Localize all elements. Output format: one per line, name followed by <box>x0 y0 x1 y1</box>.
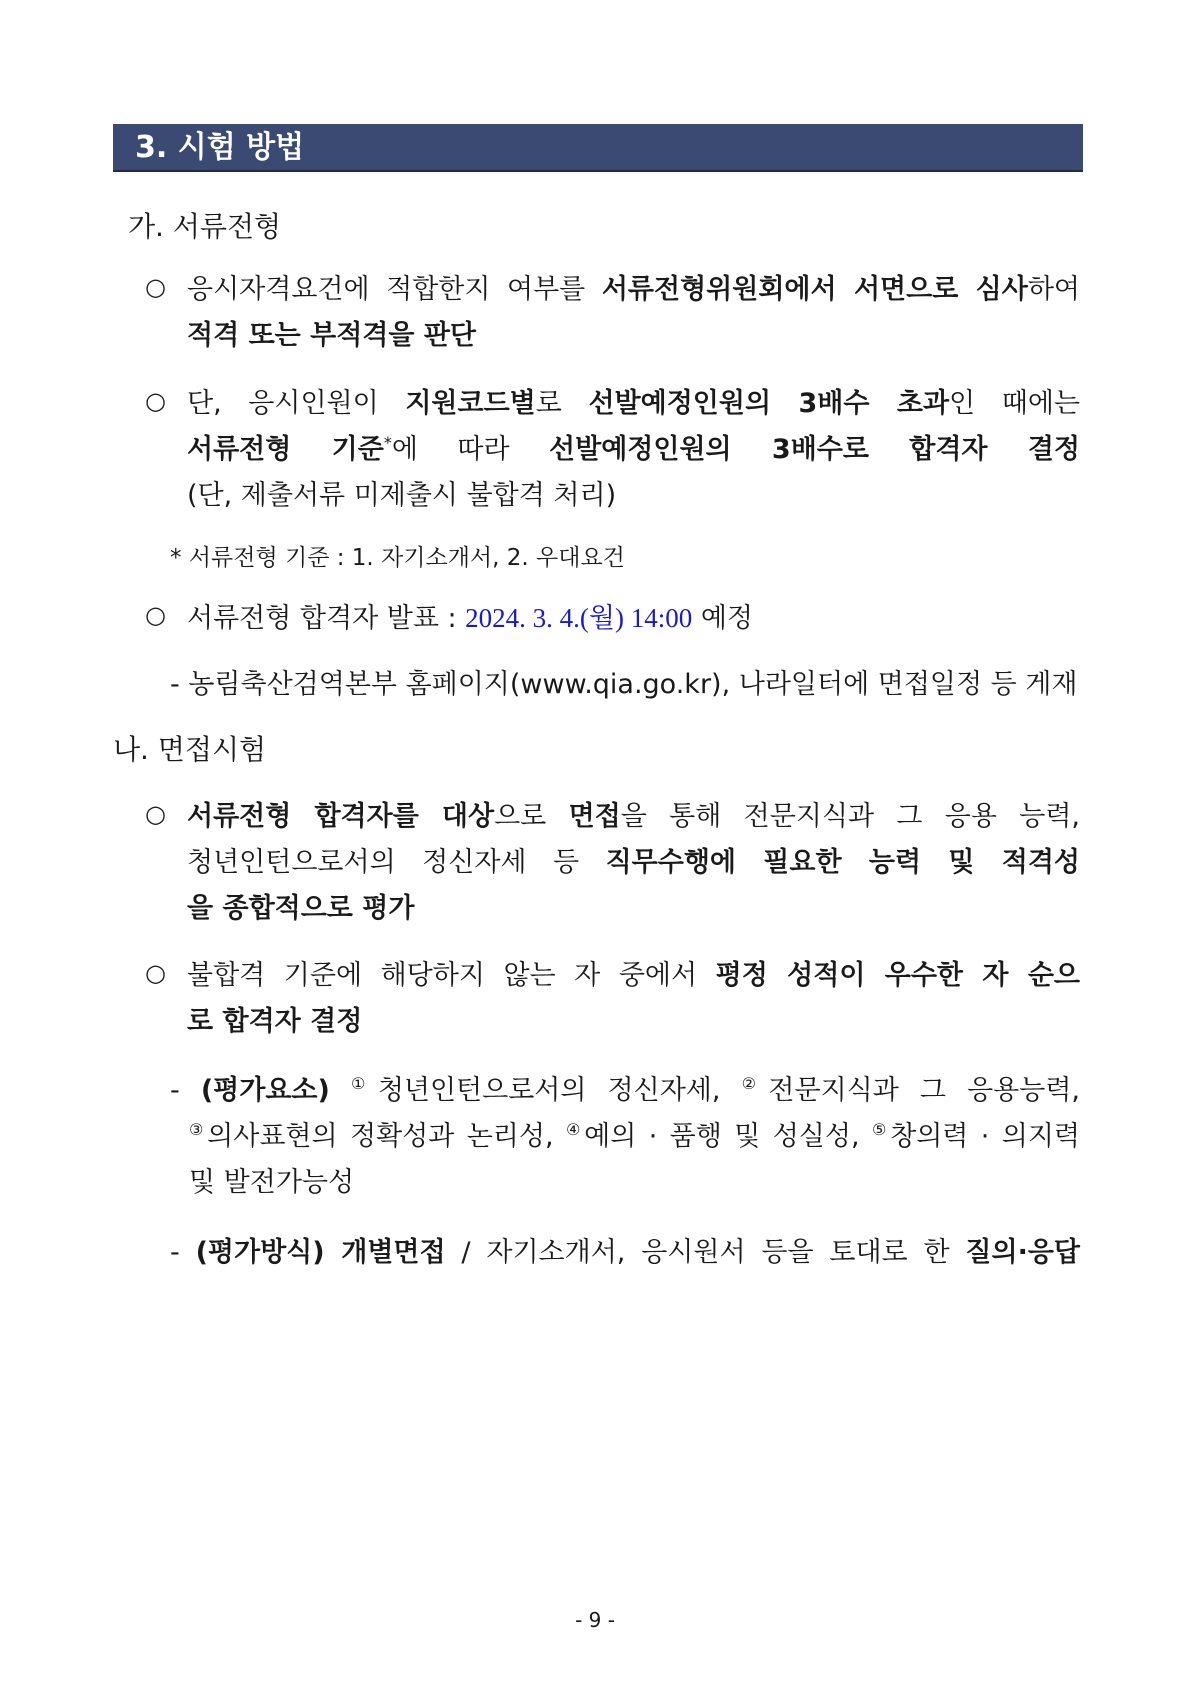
page-number: - 9 - <box>575 1608 615 1632</box>
circle-bullet-icon: ○ <box>145 601 166 629</box>
announcement-date: 2024. 3. 4.(월) 14:00 <box>465 603 693 633</box>
line: 응시자격요건에 적합한지 여부를 서류전형위원회에서 서면으로 심사하여 <box>187 274 1081 305</box>
line: 서류전형 기준*에 따라 선발예정인원의 3배수로 합격자 결정 <box>187 433 1080 465</box>
line: 청년인턴으로서의 정신자세 등 직무수행에 필요한 능력 및 적격성 <box>187 847 1080 878</box>
list-item-b3 <box>170 1068 1080 1206</box>
line: (단, 제출서류 미제출시 불합격 처리) <box>187 480 617 511</box>
subsection-heading-a: 가. 서류전형 <box>128 210 282 243</box>
line: - (평가요소) ①청년인턴으로서의 정신자세, ②전문지식과 그 응용능력, <box>170 1074 1081 1106</box>
list-item-b4 <box>170 1230 1080 1276</box>
line: 및 발전가능성 <box>189 1167 355 1198</box>
list-item-a4: - 농림축산검역본부 홈페이지(www.qia.go.kr), 나라일터에 면접일정 등 게재 <box>170 669 1078 700</box>
line: 적격 또는 부적격을 판단 <box>187 320 477 351</box>
line: 불합격 기준에 해당하지 않는 자 중에서 평정 성적이 우수한 자 순으 <box>187 960 1080 991</box>
line: 단, 응시인원이 지원코드별로 선발예정인원의 3배수 초과인 때에는 <box>187 388 1080 419</box>
subsection-heading-b: 나. 면접시험 <box>113 733 267 766</box>
circle-bullet-icon: ○ <box>145 800 166 828</box>
section-title: 3. 시험 방법 <box>113 124 1083 172</box>
line: ③의사표현의 정확성과 논리성, ④예의 · 품행 및 성실성, ⑤창의력 · 의지력 <box>189 1120 1081 1152</box>
line: 을 종합적으로 평가 <box>187 893 415 924</box>
line: 로 합격자 결정 <box>187 1006 363 1037</box>
line: - (평가방식) 개별면접 / 자기소개서, 응시원서 등을 토대로 한 질의·응답 <box>170 1237 1080 1268</box>
circle-bullet-icon: ○ <box>145 273 166 301</box>
circle-bullet-icon: ○ <box>145 387 166 415</box>
circle-bullet-icon: ○ <box>145 959 166 987</box>
line: 서류전형 합격자를 대상으로 면접을 통해 전문지식과 그 응용 능력, <box>187 801 1080 832</box>
footnote: * 서류전형 기준 : 1. 자기소개서, 2. 우대요건 <box>170 545 625 571</box>
